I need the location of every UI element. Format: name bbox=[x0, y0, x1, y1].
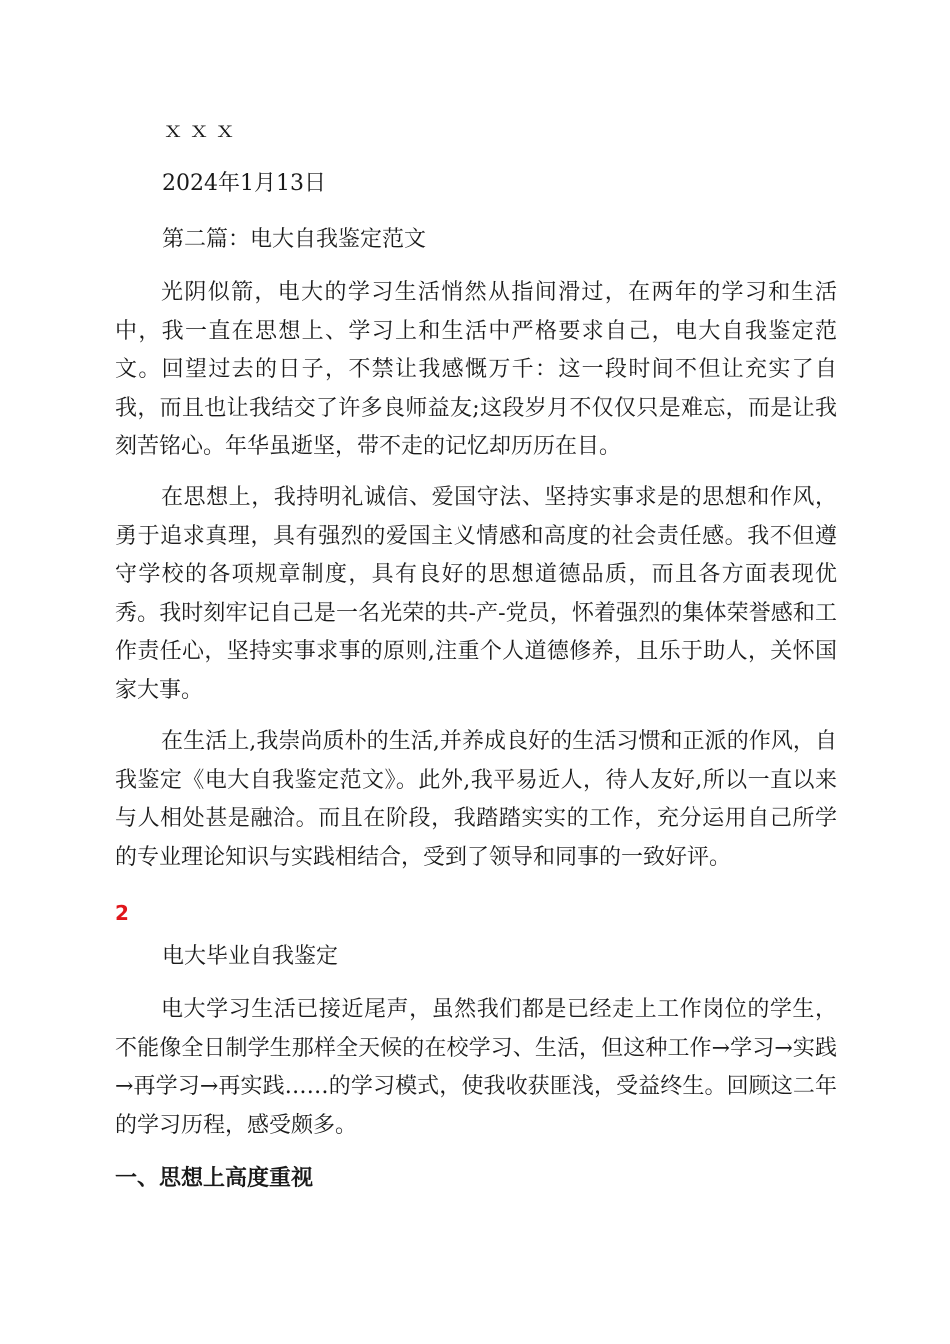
page-number: 2 bbox=[115, 901, 129, 925]
signature: ｘｘｘ bbox=[162, 118, 241, 143]
section-title: 第二篇：电大自我鉴定范文 bbox=[162, 227, 427, 252]
subtitle: 电大毕业自我鉴定 bbox=[162, 944, 339, 969]
paragraph-1: 光阴似箭，电大的学习生活悄然从指间滑过，在两年的学习和生活中，我一直在思想上、学习上和生活中严格要求自己，电大自我鉴定范文。回望过去的日子，不禁让我感慨万千：这一段时间不但让充实了自我，而且也让我结交了许多良师益友;这段岁月不仅仅只是难忘，而是让我刻苦铭心。年华虽逝坚，带不走的记忆却历历在目。 bbox=[115, 280, 837, 459]
date: 2024年1月13日 bbox=[162, 171, 326, 196]
paragraph-2: 在思想上，我持明礼诚信、爱国守法、坚持实事求是的思想和作风，勇于追求真理，具有强烈的爱国主义情感和高度的社会责任感。我不但遵守学校的各项规章制度，具有良好的思想道德品质，而且各方面表现优秀。我时刻牢记自己是一名光荣的共-产-党员，怀着强烈的集体荣誉感和工作责任心，坚持实事求事的原则,注重个人道德修养，且乐于助人，关怀国家大事。 bbox=[115, 485, 837, 703]
intro-paragraph: 电大学习生活已接近尾声，虽然我们都是已经走上工作岗位的学生，不能像全日制学生那样全天候的在校学习、生活，但这种工作→学习→实践→再学习→再实践……的学习模式，使我收获匪浅，受益终生。回顾这二年的学习历程，感受颇多。 bbox=[115, 997, 837, 1138]
heading-1: 一、思想上高度重视 bbox=[115, 1166, 314, 1191]
paragraph-3: 在生活上,我崇尚质朴的生活,并养成良好的生活习惯和正派的作风，自我鉴定《电大自我鉴定范文》。此外,我平易近人，待人友好,所以一直以来与人相处甚是融洽。而且在阶段，我踏踏实实的工作，充分运用自己所学的专业理论知识与实践相结合，受到了领导和同事的一致好评。 bbox=[115, 729, 837, 870]
